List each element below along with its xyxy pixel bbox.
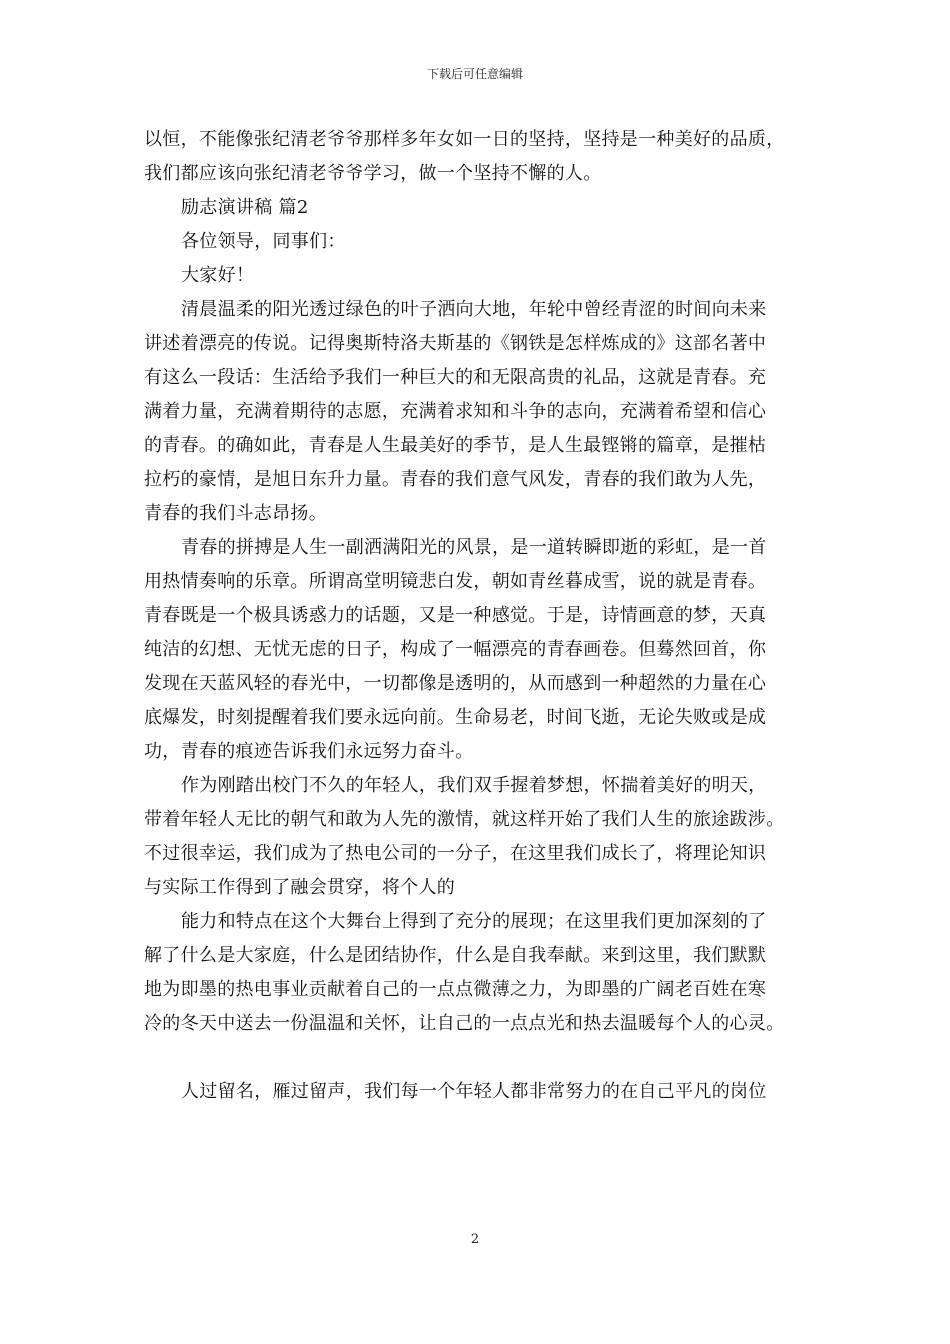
text-line: 带着年轻人无比的朝气和敢为人先的激情，就这样开始了我们人生的旅途跋涉。 [144,809,785,830]
text-line: 底爆发，时刻提醒着我们要永远向前。生命易老，时间飞逝，无论失败或是成 [144,707,767,728]
paragraph-start: 作为刚踏出校门不久的年轻人，我们双手握着梦想，怀揣着美好的明天， [181,775,767,796]
paragraph-gap [144,1041,834,1075]
text-line: 功，青春的痕迹告诉我们永远努力奋斗。 [144,741,474,762]
section-heading: 励志演讲稿 篇2 [181,197,309,218]
text-line: 青春既是一个极具诱惑力的话题，又是一种感觉。于是，诗情画意的梦，天真 [144,605,767,626]
page-header: 下载后可任意编辑 [426,67,523,81]
text-line: 不过很幸运，我们成为了热电公司的一分子，在这里我们成长了，将理论知识 [144,843,767,864]
salutation: 各位领导，同事们： [181,231,346,252]
text-line: 与实际工作得到了融会贯穿，将个人的 [144,877,456,898]
paragraph-start: 清晨温柔的阳光透过绿色的叶子洒向大地，年轮中曾经青涩的时间向未来 [181,299,767,320]
text-line: 满着力量，充满着期待的志愿，充满着求知和斗争的志向，充满着希望和信心 [144,401,767,422]
text-line: 青春的我们斗志昂扬。 [144,503,327,524]
document-body [144,123,834,1109]
paragraph-start: 青春的拼搏是人生一副洒满阳光的风景，是一道转瞬即逝的彩虹，是一首 [181,537,767,558]
text-line: 冷的冬天中送去一份温温和关怀，让自己的一点点光和热去温暖每个人的心灵。 [144,1013,785,1034]
text-line: 有这么一段话：生活给予我们一种巨大的和无限高贵的礼品，这就是青春。充 [144,367,767,388]
text-line: 纯洁的幻想、无忧无虑的日子，构成了一幅漂亮的青春画卷。但蓦然回首，你 [144,639,767,660]
text-line: 我们都应该向张纪清老爷爷学习，做一个坚持不懈的人。 [144,163,602,184]
greeting: 大家好！ [181,265,255,286]
text-line: 拉朽的豪情，是旭日东升力量。青春的我们意气风发，青春的我们敢为人先， [144,469,767,490]
text-line: 讲述着漂亮的传说。记得奥斯特洛夫斯基的《钢铁是怎样炼成的》这部名著中 [144,333,767,354]
paragraph-start: 人过留名，雁过留声，我们每一个年轻人都非常努力的在自己平凡的岗位 [181,1081,767,1102]
page-number: 2 [470,1232,480,1247]
text-line: 用热情奏响的乐章。所谓高堂明镜悲白发，朝如青丝暮成雪，说的就是青春。 [144,571,767,592]
text-line: 以恒，不能像张纪清老爷爷那样多年女如一日的坚持，坚持是一种美好的品质， [144,129,785,150]
text-line: 解了什么是大家庭，什么是团结协作，什么是自我奉献。来到这里，我们默默 [144,945,767,966]
text-line: 发现在天蓝风轻的春光中，一切都像是透明的，从而感到一种超然的力量在心 [144,673,767,694]
text-line: 地为即墨的热电事业贡献着自己的一点点微薄之力，为即墨的广阔老百姓在寒 [144,979,767,1000]
text-line: 的青春。的确如此，青春是人生最美好的季节，是人生最铿锵的篇章，是摧枯 [144,435,767,456]
paragraph-start: 能力和特点在这个大舞台上得到了充分的展现；在这里我们更加深刻的了 [181,911,767,932]
